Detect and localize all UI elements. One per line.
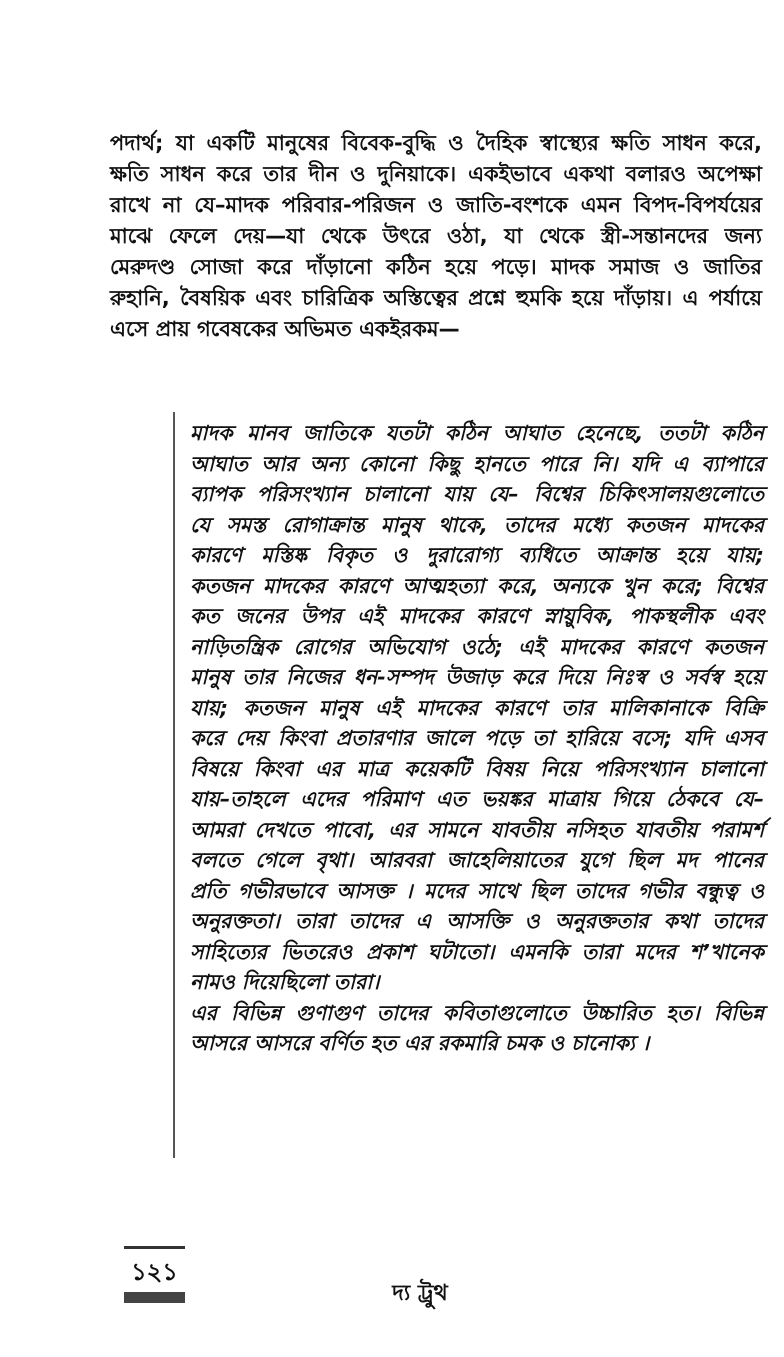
quote-line: এর বিভিন্ন গুণাগুণ তাদের কবিতাগুলোতে উচ্চারিত হত। বিভিন্ন bbox=[190, 1000, 764, 1025]
body-line: ক্ষতি সাধন করে তার দীন ও দুনিয়াকে। একইভাবে একথা বলারও অপেক্ষা bbox=[110, 162, 762, 186]
quote-line: প্রতি গভীরভাবে আসক্ত । মদের সাথে ছিল তাদের গভীর বন্ধুত্ব ও bbox=[190, 878, 764, 903]
quote-line: আসরে আসরে বর্ণিত হত এর রকমারি চমক ও চানোক্য । bbox=[190, 1031, 650, 1055]
quote-line: সাহিত্যের ভিতরেও প্রকাশ ঘটাতো। এমনকি তারা মদের শ’খানেক bbox=[190, 939, 764, 964]
quote-rule-divider bbox=[173, 412, 175, 1158]
quote-line: বলতে গেলে বৃথা। আরবরা জাহেলিয়াতের যুগে ছিল মদ পানের bbox=[190, 848, 764, 872]
quote-line: ব্যাপক পরিসংখ্যান চালানো যায় যে– বিশ্বের চিকিৎসালয়গুলোতে bbox=[190, 482, 764, 506]
quote-line: নাড়িতন্ত্রিক রোগের অভিযোগ ওঠে; এই মাদকের কারণে কতজন bbox=[190, 634, 764, 659]
quote-line: আঘাত আর অন্য কোনো কিছু হানতে পারে নি। যদি এ ব্যাপারে bbox=[190, 451, 764, 476]
quote-line: যে সমস্ত রোগাক্রান্ত মানুষ থাকে, তাদের মধ্যে কতজন মাদকের bbox=[190, 512, 764, 537]
body-paragraph bbox=[110, 128, 762, 345]
quote-line: আমরা দেখতে পাবো, এর সামনে যাবতীয় নসিহত যাবতীয় পরামর্শ bbox=[190, 817, 764, 842]
page-number-top-rule bbox=[124, 1246, 185, 1249]
quote-line: বিষয়ে কিংবা এর মাত্র কয়েকটি বিষয় নিয়ে পরিসংখ্যান চালানো bbox=[190, 756, 764, 781]
body-line: পদার্থ; যা একটি মানুষের বিবেক-বুদ্ধি ও দৈহিক স্বাস্থ্যের ক্ষতি সাধন করে, bbox=[110, 131, 762, 155]
page-number-block bbox=[124, 1246, 185, 1304]
quote-line: করে দেয় কিংবা প্রতারণার জালে পড়ে তা হারিয়ে বসে; যদি এসব bbox=[190, 726, 764, 750]
body-line: রুহানি, বৈষয়িক এবং চারিত্রিক অস্তিত্বের প্রশ্নে হুমকি হয়ে দাঁড়ায়। এ পর্যায়ে bbox=[110, 286, 762, 310]
body-line: রাখে না যে–মাদক পরিবার-পরিজন ও জাতি-বংশকে এমন বিপদ-বিপর্যয়ের bbox=[110, 193, 762, 217]
quote-line: কত জনের উপর এই মাদকের কারণে স্নায়ুবিক, পাকস্থলীক এবং bbox=[190, 604, 764, 628]
book-title: দ্য ট্রুথ bbox=[392, 1281, 448, 1306]
block-quote bbox=[190, 418, 764, 1059]
quote-line: কতজন মাদকের কারণে আত্মহত্যা করে, অন্যকে খুন করে; বিশ্বের bbox=[190, 573, 764, 598]
quote-line: নামও দিয়েছিলো তারা। bbox=[190, 970, 380, 994]
page-number: ১২১ bbox=[131, 1258, 178, 1286]
body-line: মেরুদণ্ড সোজা করে দাঁড়ানো কঠিন হয়ে পড়ে। মাদক সমাজ ও জাতির bbox=[110, 255, 762, 279]
quote-line: যায়–তাহলে এদের পরিমাণ এত ভয়ঙ্কর মাত্রায় গিয়ে ঠেকবে যে– bbox=[190, 787, 764, 811]
quote-line: কারণে মস্তিষ্ক বিকৃত ও দুরারোগ্য ব্যধিতে আক্রান্ত হয়ে যায়; bbox=[190, 543, 764, 567]
quote-line: অনুরক্ততা। তারা তাদের এ আসক্তি ও অনুরক্ততার কথা তাদের bbox=[190, 909, 764, 933]
body-line: মাঝে ফেলে দেয়—যা থেকে উৎরে ওঠা, যা থেকে স্ত্রী-সন্তানদের জন্য bbox=[110, 224, 762, 248]
quote-line: মানুষ তার নিজের ধন-সম্পদ উজাড় করে দিয়ে নিঃস্ব ও সর্বস্ব হয়ে bbox=[190, 665, 764, 689]
quote-line: যায়; কতজন মানুষ এই মাদকের কারণে তার মালিকানাকে বিক্রি bbox=[190, 695, 764, 720]
body-line: এসে প্রায় গবেষকের অভিমত একইরকম— bbox=[110, 317, 460, 341]
page-number-bottom-bar bbox=[124, 1292, 185, 1303]
quote-line: মাদক মানব জাতিকে যতটা কঠিন আঘাত হেনেছে, ততটা কঠিন bbox=[190, 421, 764, 445]
